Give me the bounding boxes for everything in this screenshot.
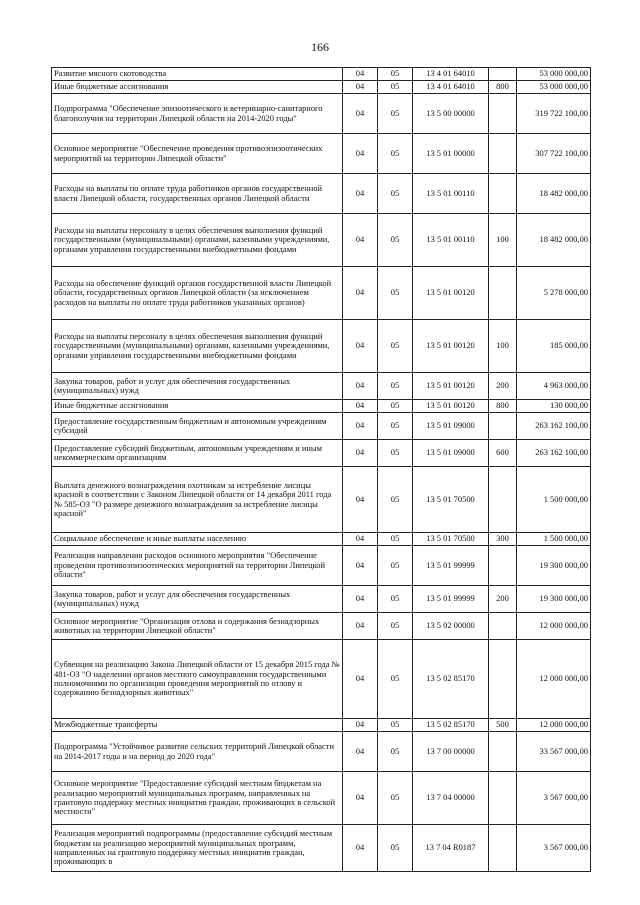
amount: 1 500 000,00 — [517, 533, 591, 546]
row-name: Предоставление субсидий бюджетным, автономным учреждениям и иным некоммерческим организациям — [52, 440, 343, 467]
subsection-code: 05 — [378, 825, 413, 872]
amount: 33 567 000,00 — [517, 732, 591, 772]
section-code: 04 — [343, 546, 378, 586]
row-name: Реализация направления расходов основного мероприятия "Обеспечение проведения противоэпизоотических мероприятий на территории Липецкой области" — [52, 546, 343, 586]
row-name: Предоставление государственным бюджетным и автономным учреждениям субсидий — [52, 413, 343, 440]
amount: 53 000 000,00 — [517, 81, 591, 94]
section-code: 04 — [343, 772, 378, 825]
row-name: Подпрограмма "Устойчивое развитие сельских территорий Липецкой области на 2014-2017 годы и на период до 2020 года" — [52, 732, 343, 772]
row-name: Расходы на выплаты персоналу в целях обеспечения выполнения функций государственными (муниципальными) органами, казенными учреждениями, органами управления государственными внебюджетными фондами — [52, 214, 343, 267]
subsection-code: 05 — [378, 719, 413, 732]
section-code: 04 — [343, 134, 378, 174]
table-row — [52, 134, 591, 174]
expense-type-code: 100 — [489, 214, 517, 267]
target-article-code: 13 5 01 00110 — [413, 174, 489, 214]
target-article-code: 13 5 01 00120 — [413, 267, 489, 320]
expense-type-code — [489, 772, 517, 825]
expense-type-code — [489, 640, 517, 719]
target-article-code: 13 7 04 R0187 — [413, 825, 489, 872]
table-row — [52, 586, 591, 613]
target-article-code: 13 5 01 00120 — [413, 320, 489, 373]
table-row — [52, 400, 591, 413]
target-article-code: 13 5 02 00000 — [413, 613, 489, 640]
expense-type-code — [489, 94, 517, 134]
table-row — [52, 732, 591, 772]
subsection-code: 05 — [378, 586, 413, 613]
table-row — [52, 267, 591, 320]
section-code: 04 — [343, 533, 378, 546]
amount: 18 482 000,00 — [517, 214, 591, 267]
expense-type-code: 800 — [489, 400, 517, 413]
amount: 185 000,00 — [517, 320, 591, 373]
target-article-code: 13 5 01 99999 — [413, 586, 489, 613]
table-row — [52, 772, 591, 825]
amount: 19 300 000,00 — [517, 546, 591, 586]
section-code: 04 — [343, 413, 378, 440]
table-row — [52, 546, 591, 586]
amount: 19 300 000,00 — [517, 586, 591, 613]
expense-type-code: 300 — [489, 533, 517, 546]
row-name: Выплата денежного вознаграждения охотникам за истребление лисицы красной в соответствии с Законом Липецкой области от 14 декабря 2011 года № 585-ОЗ "О размере денежного вознаграждения за истребление лисицы красной" — [52, 467, 343, 533]
section-code: 04 — [343, 732, 378, 772]
subsection-code: 05 — [378, 772, 413, 825]
target-article-code: 13 7 04 00000 — [413, 772, 489, 825]
row-name: Иные бюджетные ассигнования — [52, 400, 343, 413]
section-code: 04 — [343, 320, 378, 373]
section-code: 04 — [343, 94, 378, 134]
table-row — [52, 94, 591, 134]
amount: 130 000,00 — [517, 400, 591, 413]
subsection-code: 05 — [378, 413, 413, 440]
table-body — [52, 68, 591, 872]
expense-type-code — [489, 413, 517, 440]
section-code: 04 — [343, 400, 378, 413]
table-row — [52, 320, 591, 373]
table-row — [52, 68, 591, 81]
expense-type-code: 800 — [489, 81, 517, 94]
section-code: 04 — [343, 640, 378, 719]
row-name: Расходы на выплаты по оплате труда работников органов государственной власти Липецкой области, государственных органов Липецкой области — [52, 174, 343, 214]
amount: 12 000 000,00 — [517, 613, 591, 640]
section-code: 04 — [343, 214, 378, 267]
table-row — [52, 174, 591, 214]
row-name: Субвенция на реализацию Закона Липецкой области от 15 декабря 2015 года № 481-ОЗ "О наделении органов местного самоуправления государственными полномочиями по организации проведения мероприятий по отлову и содержанию безнадзорных животных" — [52, 640, 343, 719]
target-article-code: 13 5 01 00120 — [413, 373, 489, 400]
target-article-code: 13 4 01 64010 — [413, 81, 489, 94]
expense-type-code: 200 — [489, 586, 517, 613]
target-article-code: 13 5 01 70500 — [413, 467, 489, 533]
target-article-code: 13 5 02 85170 — [413, 640, 489, 719]
row-name: Основное мероприятие "Предоставление субсидий местным бюджетам на реализацию мероприятий муниципальных программ, направленных на грантовую поддержку местных инициатив граждан, проживающих в сельской местности" — [52, 772, 343, 825]
expense-type-code — [489, 174, 517, 214]
table-row — [52, 440, 591, 467]
row-name: Развитие мясного скотоводства — [52, 68, 343, 81]
subsection-code: 05 — [378, 134, 413, 174]
expense-type-code — [489, 732, 517, 772]
amount: 53 000 000,00 — [517, 68, 591, 81]
target-article-code: 13 5 01 09000 — [413, 440, 489, 467]
expense-type-code: 500 — [489, 719, 517, 732]
row-name: Закупка товаров, работ и услуг для обеспечения государственных (муниципальных) нужд — [52, 373, 343, 400]
expense-type-code — [489, 467, 517, 533]
table-row — [52, 640, 591, 719]
table-row — [52, 825, 591, 872]
subsection-code: 05 — [378, 732, 413, 772]
amount: 3 567 000,00 — [517, 825, 591, 872]
row-name: Межбюджетные трансферты — [52, 719, 343, 732]
subsection-code: 05 — [378, 267, 413, 320]
amount: 263 162 100,00 — [517, 413, 591, 440]
row-name: Основное мероприятие "Обеспечение проведения противоэпизоотических мероприятий на территории Липецкой области" — [52, 134, 343, 174]
page-number: 166 — [311, 40, 329, 54]
row-name: Подпрограмма "Обеспечение эпизоотического и ветеринарно-санитарного благополучия на территории Липецкой области на 2014-2020 годы" — [52, 94, 343, 134]
expense-type-code — [489, 68, 517, 81]
amount: 18 482 000,00 — [517, 174, 591, 214]
subsection-code: 05 — [378, 546, 413, 586]
subsection-code: 05 — [378, 467, 413, 533]
target-article-code: 13 4 01 64010 — [413, 68, 489, 81]
section-code: 04 — [343, 825, 378, 872]
section-code: 04 — [343, 174, 378, 214]
section-code: 04 — [343, 719, 378, 732]
table-row — [52, 413, 591, 440]
expense-type-code — [489, 134, 517, 174]
target-article-code: 13 5 02 85170 — [413, 719, 489, 732]
subsection-code: 05 — [378, 373, 413, 400]
amount: 12 000 000,00 — [517, 640, 591, 719]
section-code: 04 — [343, 613, 378, 640]
table-row — [52, 533, 591, 546]
target-article-code: 13 5 01 99999 — [413, 546, 489, 586]
row-name: Социальное обеспечение и иные выплаты населению — [52, 533, 343, 546]
subsection-code: 05 — [378, 613, 413, 640]
amount: 319 722 100,00 — [517, 94, 591, 134]
budget-table — [51, 67, 591, 872]
subsection-code: 05 — [378, 640, 413, 719]
expense-type-code — [489, 825, 517, 872]
amount: 307 722 100,00 — [517, 134, 591, 174]
row-name: Основное мероприятие "Организация отлова и содержания безнадзорных животных на территории Липецкой области" — [52, 613, 343, 640]
subsection-code: 05 — [378, 320, 413, 373]
row-name: Иные бюджетные ассигнования — [52, 81, 343, 94]
table-row — [52, 214, 591, 267]
section-code: 04 — [343, 586, 378, 613]
target-article-code: 13 5 01 70500 — [413, 533, 489, 546]
row-name: Реализация мероприятий подпрограммы (предоставление субсидий местным бюджетам на реализацию мероприятий муниципальных программ, направленных на грантовую поддержку местных инициатив граждан, проживающих в — [52, 825, 343, 872]
amount: 5 278 000,00 — [517, 267, 591, 320]
table-row — [52, 373, 591, 400]
section-code: 04 — [343, 440, 378, 467]
expense-type-code — [489, 613, 517, 640]
table-row — [52, 719, 591, 732]
target-article-code: 13 5 01 00000 — [413, 134, 489, 174]
target-article-code: 13 5 01 00120 — [413, 400, 489, 413]
subsection-code: 05 — [378, 68, 413, 81]
subsection-code: 05 — [378, 214, 413, 267]
row-name: Закупка товаров, работ и услуг для обеспечения государственных (муниципальных) нужд — [52, 586, 343, 613]
expense-type-code — [489, 546, 517, 586]
amount: 12 000 000,00 — [517, 719, 591, 732]
row-name: Расходы на выплаты персоналу в целях обеспечения выполнения функций государственными (муниципальными) органами, казенными учреждениями, органами управления государственными внебюджетными фондами — [52, 320, 343, 373]
subsection-code: 05 — [378, 533, 413, 546]
amount: 263 162 100,00 — [517, 440, 591, 467]
section-code: 04 — [343, 467, 378, 533]
subsection-code: 05 — [378, 440, 413, 467]
target-article-code: 13 5 00 00000 — [413, 94, 489, 134]
expense-type-code: 100 — [489, 320, 517, 373]
section-code: 04 — [343, 373, 378, 400]
expense-type-code: 200 — [489, 373, 517, 400]
amount: 4 963 000,00 — [517, 373, 591, 400]
table-row — [52, 613, 591, 640]
amount: 1 500 000,00 — [517, 467, 591, 533]
expense-type-code — [489, 267, 517, 320]
target-article-code: 13 5 01 00110 — [413, 214, 489, 267]
subsection-code: 05 — [378, 400, 413, 413]
table-row — [52, 81, 591, 94]
target-article-code: 13 5 01 09000 — [413, 413, 489, 440]
section-code: 04 — [343, 81, 378, 94]
target-article-code: 13 7 00 00000 — [413, 732, 489, 772]
table-row — [52, 467, 591, 533]
section-code: 04 — [343, 267, 378, 320]
subsection-code: 05 — [378, 81, 413, 94]
section-code: 04 — [343, 68, 378, 81]
row-name: Расходы на обеспечение функций органов государственной власти Липецкой области, государственных органов Липецкой области (за исключением расходов на выплаты по оплате труда работников указанных органов) — [52, 267, 343, 320]
expense-type-code: 600 — [489, 440, 517, 467]
amount: 3 567 000,00 — [517, 772, 591, 825]
subsection-code: 05 — [378, 174, 413, 214]
subsection-code: 05 — [378, 94, 413, 134]
